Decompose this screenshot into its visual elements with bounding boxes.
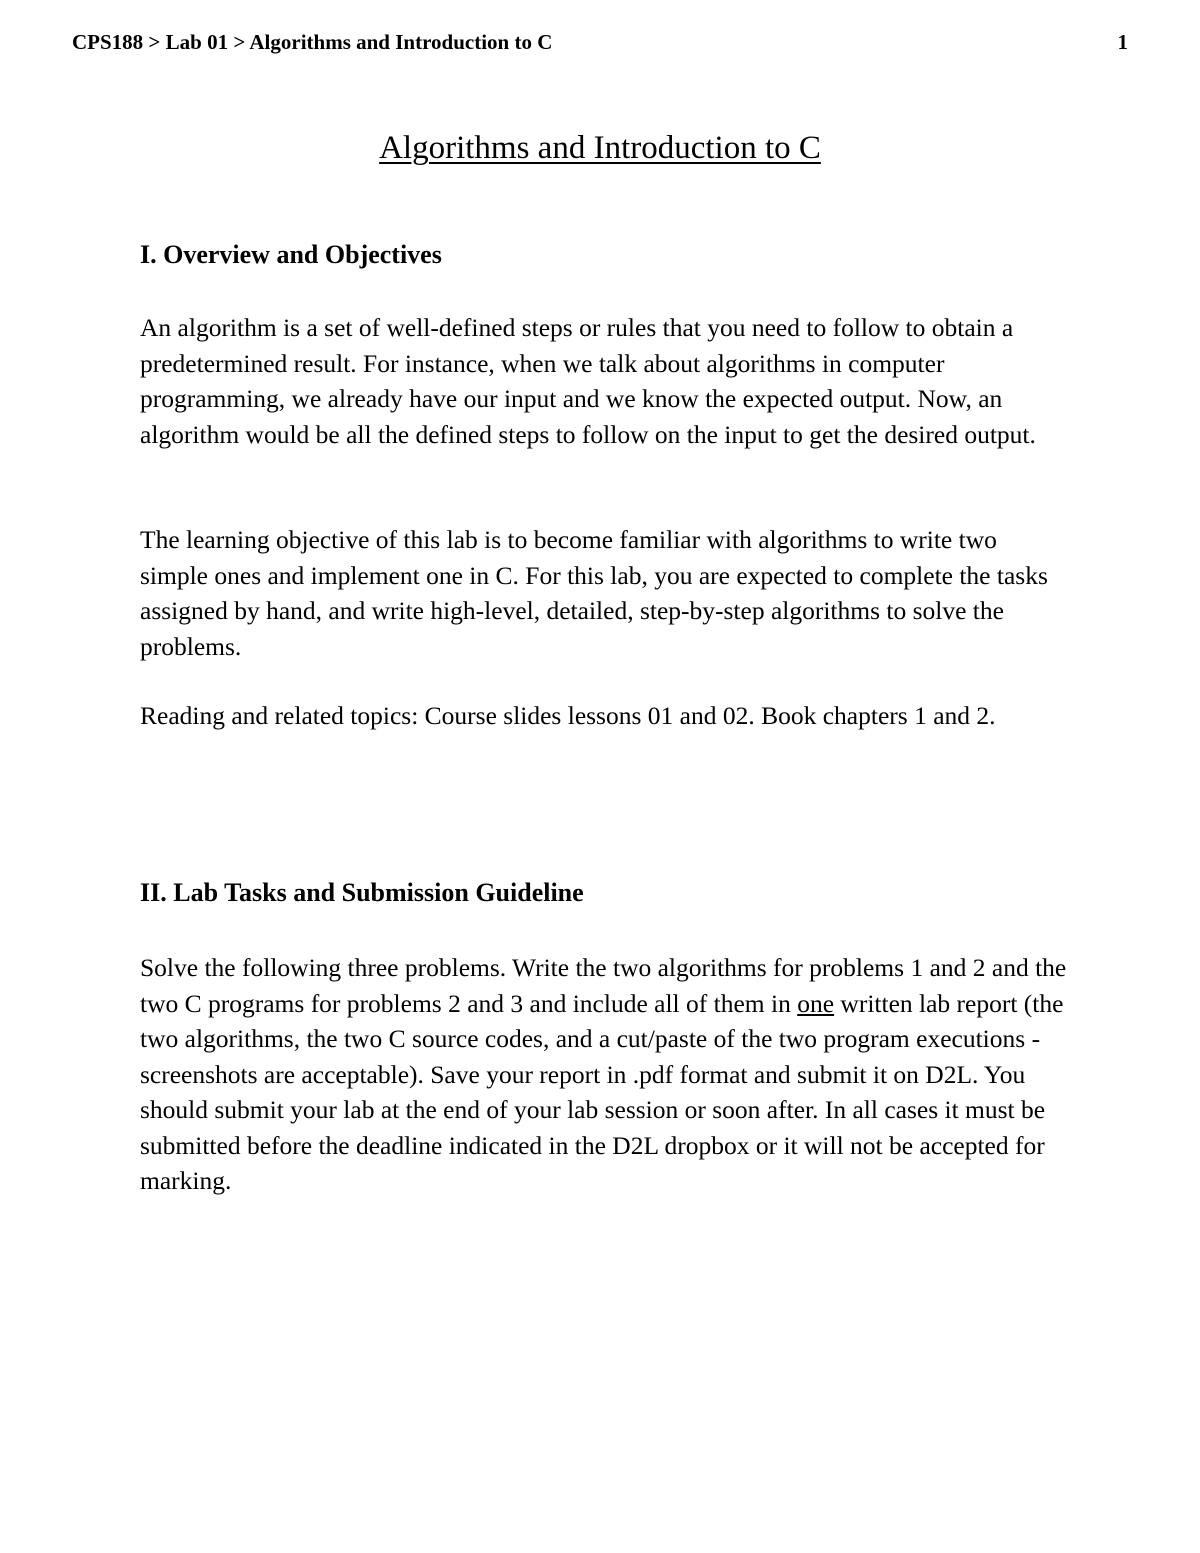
submission-text-end: written lab report (the two algorithms, the two C source codes, and a cut/paste of the two program executions - screenshots are acceptable). Save your report in .pdf format and submit it on D2L. You should submit your lab at the end of your lab session or soon after. In all cases it must be submitted before the deadline indicated in the D2L dropbox or it will not be accepted for marking. — [140, 988, 1064, 1195]
document-title — [0, 130, 1200, 167]
paragraph-reading-topics: Reading and related topics: Course slides lessons 01 and 02. Book chapters 1 and 2. — [140, 701, 996, 730]
paragraph-algorithm-definition: An algorithm is a set of well-defined steps or rules that you need to follow to obtain a predetermined result. For instance, when we talk about algorithms in computer programming, we already have our input and we know the expected output. Now, an algorithm would be all the defined steps to follow on the input to get the desired output. — [140, 313, 1036, 449]
submission-text-start: Solve the following three problems. Write the two algorithms for problems 1 and 2 and the two C programs for problems 2 and 3 and include all of them in — [140, 953, 1067, 1018]
page-number: 1 — [1117, 30, 1128, 54]
section-heading-overview: I. Overview and Objectives — [140, 240, 442, 269]
page-header — [72, 30, 1128, 60]
underlined-one: one — [797, 988, 835, 1018]
document-title-text: Algorithms and Introduction to C — [379, 130, 821, 166]
paragraph-learning-objective: The learning objective of this lab is to become familiar with algorithms to write two simple ones and implement one in C. For this lab, you are expected to complete the tasks assigned by hand, and write high-level, detailed, step-by-step algorithms to solve the problems. — [140, 525, 1048, 661]
section-heading-lab-tasks: II. Lab Tasks and Submission Guideline — [140, 878, 584, 907]
breadcrumb: CPS188 > Lab 01 > Algorithms and Introduction to C — [72, 30, 553, 54]
paragraph-submission-guideline — [140, 950, 1070, 1199]
